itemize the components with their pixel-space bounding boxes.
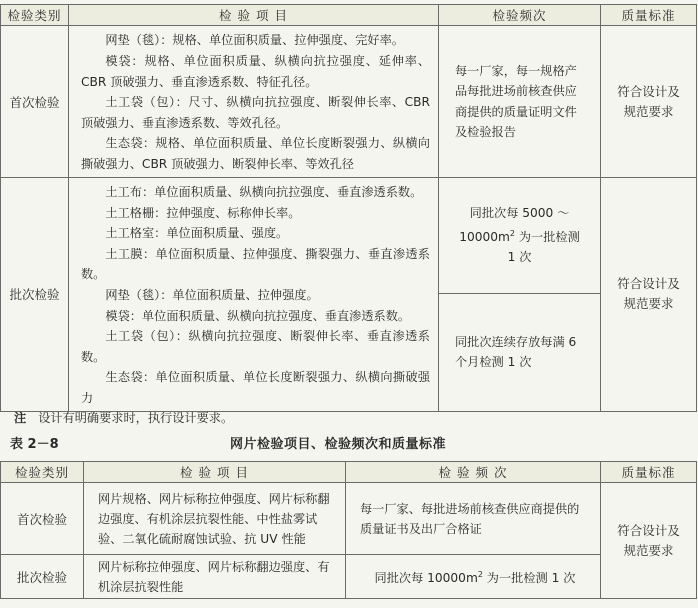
frequency-cell: 同批次连续存放每满 6 个月检测 1 次	[439, 293, 601, 411]
frequency-cell: 每一厂家、每批进场前核查供应商提供的质量证书及出厂合格证	[346, 483, 601, 555]
header-standard: 质量标准	[601, 5, 697, 26]
standard-line: 符合设计及	[617, 522, 680, 538]
header-category: 检验类别	[1, 462, 84, 483]
standard-line: 规范要求	[623, 542, 674, 558]
header-items: 检 验 项 目	[69, 5, 439, 26]
standard-line: 符合设计及	[617, 276, 680, 292]
item-line: 土工布：单位面积质量、纵横向抗拉强度、垂直渗透系数。	[105, 185, 423, 199]
category-batch: 批次检验	[1, 555, 84, 599]
materials-inspection-table	[0, 4, 697, 412]
item-line: 生态袋：单位面积质量、单位长度断裂强力、纵横向撕破强力	[81, 370, 430, 405]
note-text: 设计有明确要求时，执行设计要求。	[38, 411, 234, 425]
category-first: 首次检验	[1, 26, 69, 178]
mesh-inspection-table	[0, 461, 697, 599]
frequency-cell: 每一厂家，每一规格产品每批进场前核查供应商提供的质量证明文件及检验报告	[439, 26, 601, 178]
table-row	[1, 26, 697, 178]
items-cell: 网片规格、网片标称拉伸强度、网片标称翻边强度、有机涂层抗裂性能、中性盐雾试验、二氧化硫耐腐蚀试验、抗 UV 性能	[84, 483, 346, 555]
item-line: 网垫（毯）：单位面积质量、拉伸强度。	[105, 287, 319, 302]
frequency-line: 同批次每 5000 ～	[469, 206, 570, 221]
item-line: 土工格室：单位面积质量、强度。	[105, 226, 289, 241]
item-line: 土工袋（包）：纵横向抗拉强度、断裂伸长率、垂直渗透系数。	[81, 329, 430, 364]
item-line: 模袋：规格、单位面积质量、纵横向抗拉强度、延伸率、CBR 顶破强力、垂直渗透系数、特征孔径。	[81, 54, 430, 89]
header-standard: 质量标准	[601, 462, 697, 483]
frequency-cell	[439, 178, 601, 294]
note-label: 注	[14, 411, 27, 425]
header-frequency: 检 验 频 次	[346, 462, 601, 483]
item-line: 土工格栅：拉伸强度、标称伸长率。	[105, 205, 301, 220]
table-number: 表 2－8	[10, 437, 59, 452]
items-cell	[69, 26, 439, 178]
header-items: 检 验 项 目	[84, 462, 346, 483]
standard-line: 规范要求	[623, 103, 674, 119]
item-line: 土工袋（包）：尺寸、纵横向抗拉强度、断裂伸长率、CBR 顶破强力、垂直渗透系数、等效孔径。	[81, 95, 430, 130]
table-row	[1, 178, 697, 294]
category-first: 首次检验	[1, 483, 84, 555]
items-cell	[69, 178, 439, 412]
table-header-row	[1, 5, 697, 26]
table-note	[14, 409, 233, 426]
header-frequency: 检验频次	[439, 5, 601, 26]
table-row	[1, 483, 697, 555]
standard-cell	[601, 26, 697, 178]
table-caption: 网片检验项目、检验频次和质量标准	[230, 437, 447, 452]
standard-line: 符合设计及	[617, 83, 680, 99]
standard-cell	[601, 178, 697, 412]
item-line: 模袋：单位面积质量、纵横向抗拉强度、垂直渗透系数。	[105, 308, 411, 323]
standard-cell	[601, 483, 697, 599]
header-category: 检验类别	[1, 5, 69, 26]
items-cell: 网片标称拉伸强度、网片标称翻边强度、有机涂层抗裂性能	[84, 555, 346, 599]
frequency-cell: 同批次每 $10000m^2$ 为一批检测 1 次	[346, 555, 601, 599]
item-line: 土工膜：单位面积质量、拉伸强度、撕裂强力、垂直渗透系数。	[81, 246, 430, 282]
item-line: 网垫（毯）：规格、单位面积质量、拉伸强度、完好率。	[105, 33, 404, 48]
category-batch: 批次检验	[1, 178, 69, 412]
table-header-row	[1, 462, 697, 483]
table-row	[1, 555, 697, 599]
standard-line: 规范要求	[623, 296, 674, 312]
item-line: 生态袋：规格、单位面积质量、单位长度断裂强力、纵横向撕破强力、CBR 顶破强力、断裂伸长率、等效孔径	[81, 136, 430, 171]
frequency-line: $10000m^2$ 为一批检测 1 次	[459, 228, 580, 265]
